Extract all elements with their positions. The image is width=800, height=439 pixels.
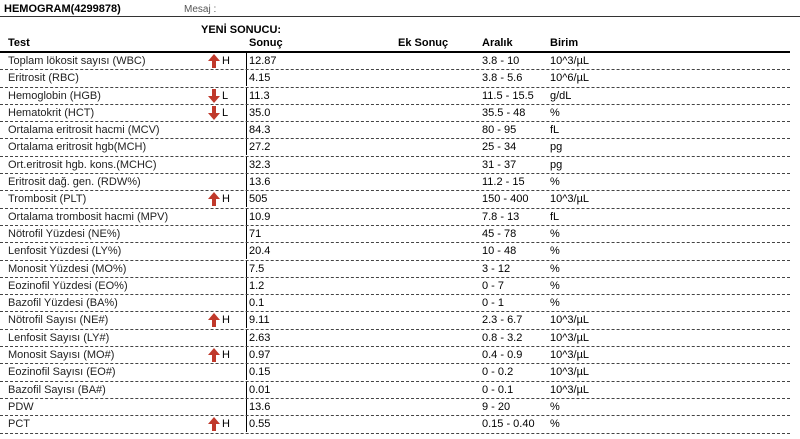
- result-value: 0.01: [249, 383, 271, 396]
- table-row: [0, 364, 790, 381]
- reference-range: 80 - 95: [482, 124, 517, 137]
- reference-range: 0.8 - 3.2: [482, 331, 523, 344]
- reference-range: 0.4 - 0.9: [482, 349, 523, 362]
- reference-range: 45 - 78: [482, 227, 517, 240]
- column-separator: [246, 70, 247, 86]
- test-name: Trombosit (PLT): [8, 193, 87, 206]
- flag-letter: H: [222, 314, 230, 327]
- column-separator: [246, 278, 247, 294]
- report-title: HEMOGRAM(4299878): [4, 3, 121, 15]
- result-value: 13.6: [249, 176, 271, 189]
- column-separator: [246, 105, 247, 121]
- test-name: Ortalama eritrosit hgb(MCH): [8, 141, 147, 154]
- table-row: [0, 243, 790, 260]
- table-row: [0, 278, 790, 295]
- flag-letter: L: [222, 106, 229, 119]
- unit: pg: [550, 158, 563, 171]
- table-row: [0, 174, 790, 191]
- column-separator: [246, 53, 247, 69]
- unit: 10^3/µL: [550, 383, 590, 396]
- unit: %: [550, 106, 560, 119]
- column-separator: [246, 191, 247, 207]
- reference-range: 9 - 20: [482, 400, 511, 413]
- result-value: 2.63: [249, 331, 271, 344]
- reference-range: 2.3 - 6.7: [482, 314, 523, 327]
- result-flag: [208, 417, 230, 431]
- test-name: Hematokrit (HCT): [8, 106, 95, 119]
- result-flag: [208, 313, 230, 327]
- unit: %: [550, 279, 560, 292]
- column-separator: [246, 261, 247, 277]
- reference-range: 3 - 12: [482, 262, 511, 275]
- reference-range: 0 - 0.1: [482, 383, 514, 396]
- column-header-ek-sonuc: Ek Sonuç: [398, 37, 449, 49]
- unit: %: [550, 400, 560, 413]
- table-row: [0, 347, 790, 364]
- table-row: [0, 261, 790, 278]
- yeni-sonucu-label: YENİ SONUCU:: [201, 24, 282, 36]
- result-flag: [208, 54, 230, 68]
- result-value: 505: [249, 193, 268, 206]
- reference-range: 0 - 1: [482, 297, 505, 310]
- unit: 10^3/µL: [550, 366, 590, 379]
- test-name: PCT: [8, 418, 30, 431]
- arrow-down-icon: [208, 106, 220, 120]
- unit: 10^6/µL: [550, 72, 590, 85]
- unit: 10^3/µL: [550, 55, 590, 67]
- flag-letter: H: [222, 55, 230, 67]
- reference-range: 7.8 - 13: [482, 210, 520, 223]
- unit: 10^3/µL: [550, 314, 590, 327]
- unit: %: [550, 297, 560, 310]
- column-separator: [246, 88, 247, 104]
- test-name: Ortalama trombosit hacmi (MPV): [8, 210, 169, 223]
- column-separator: [246, 382, 247, 398]
- result-value: 0.1: [249, 297, 265, 310]
- column-header-test: Test: [8, 37, 30, 49]
- result-value: 0.97: [249, 349, 271, 362]
- table-row: [0, 191, 790, 208]
- column-separator: [246, 209, 247, 225]
- table-row: [0, 382, 790, 399]
- test-name: Bazofil Sayısı (BA#): [8, 383, 106, 396]
- table-row: [0, 122, 790, 139]
- reference-range: 11.5 - 15.5: [482, 89, 534, 102]
- flag-letter: H: [222, 349, 230, 362]
- result-value: 32.3: [249, 158, 271, 171]
- reference-range: 25 - 34: [482, 141, 517, 154]
- test-name: Monosit Yüzdesi (MO%): [8, 262, 127, 275]
- result-value: 10.9: [249, 210, 271, 223]
- column-header-birim: Birim: [550, 37, 579, 49]
- test-name: Eritrosit (RBC): [8, 72, 79, 85]
- reference-range: 150 - 400: [482, 193, 529, 206]
- column-separator: [246, 157, 247, 173]
- result-value: 0.15: [249, 366, 271, 379]
- table-row: [0, 88, 790, 105]
- unit: 10^3/µL: [550, 349, 590, 362]
- column-separator: [246, 330, 247, 346]
- column-separator: [246, 139, 247, 155]
- test-name: Toplam lökosit sayısı (WBC): [8, 55, 146, 67]
- arrow-up-icon: [208, 192, 220, 206]
- column-separator: [246, 122, 247, 138]
- top-divider: [0, 16, 800, 17]
- column-separator: [246, 226, 247, 242]
- result-table: [0, 53, 790, 434]
- column-header-aralik: Aralık: [482, 37, 513, 49]
- result-value: 4.15: [249, 72, 271, 85]
- test-name: Eozinofil Sayısı (EO#): [8, 366, 116, 379]
- unit: 10^3/µL: [550, 193, 590, 206]
- column-separator: [246, 295, 247, 311]
- arrow-up-icon: [208, 313, 220, 327]
- result-flag: [208, 192, 230, 206]
- reference-range: 0 - 0.2: [482, 366, 514, 379]
- table-row: [0, 105, 790, 122]
- test-name: Eritrosit dağ. gen. (RDW%): [8, 176, 141, 189]
- test-name: Bazofil Yüzdesi (BA%): [8, 297, 118, 310]
- result-value: 84.3: [249, 124, 271, 137]
- result-value: 71: [249, 227, 262, 240]
- reference-range: 35.5 - 48: [482, 106, 526, 119]
- unit: pg: [550, 141, 563, 154]
- result-value: 7.5: [249, 262, 265, 275]
- result-value: 12.87: [249, 55, 277, 67]
- unit: %: [550, 176, 560, 189]
- table-row: [0, 53, 790, 70]
- result-value: 9.11: [249, 314, 270, 327]
- result-value: 20.4: [249, 245, 271, 258]
- result-flag: [208, 106, 228, 120]
- reference-range: 31 - 37: [482, 158, 517, 171]
- test-name: Ortalama eritrosit hacmi (MCV): [8, 124, 160, 137]
- arrow-up-icon: [208, 348, 220, 362]
- result-value: 35.0: [249, 106, 271, 119]
- result-value: 13.6: [249, 400, 271, 413]
- table-row: [0, 157, 790, 174]
- mesaj-label: Mesaj :: [184, 4, 217, 15]
- result-value: 1.2: [249, 279, 265, 292]
- reference-range: 0 - 7: [482, 279, 505, 292]
- column-separator: [246, 399, 247, 415]
- result-flag: [208, 89, 228, 103]
- reference-range: 3.8 - 5.6: [482, 72, 523, 85]
- column-separator: [246, 174, 247, 190]
- unit: %: [550, 245, 560, 258]
- table-row: [0, 70, 790, 87]
- table-row: [0, 209, 790, 226]
- test-name: Hemoglobin (HGB): [8, 89, 101, 102]
- test-name: Monosit Sayısı (MO#): [8, 349, 115, 362]
- test-name: PDW: [8, 400, 34, 413]
- column-separator: [246, 243, 247, 259]
- flag-letter: L: [222, 89, 229, 102]
- unit: %: [550, 418, 560, 431]
- table-row: [0, 312, 790, 329]
- flag-letter: H: [222, 193, 230, 206]
- test-name: Nötrofil Sayısı (NE#): [8, 314, 109, 327]
- result-flag: [208, 348, 230, 362]
- test-name: Lenfosit Sayısı (LY#): [8, 331, 110, 344]
- reference-range: 3.8 - 10: [482, 55, 520, 67]
- table-row: [0, 416, 790, 433]
- unit: %: [550, 262, 560, 275]
- arrow-up-icon: [208, 54, 220, 68]
- column-separator: [246, 416, 247, 432]
- reference-range: 0.15 - 0.40: [482, 418, 535, 431]
- column-separator: [246, 364, 247, 380]
- test-name: Eozinofil Yüzdesi (EO%): [8, 279, 128, 292]
- arrow-up-icon: [208, 417, 220, 431]
- result-value: 11.3: [249, 89, 270, 102]
- table-row: [0, 330, 790, 347]
- test-name: Nötrofil Yüzdesi (NE%): [8, 227, 121, 240]
- table-row: [0, 295, 790, 312]
- unit: 10^3/µL: [550, 331, 590, 344]
- unit: g/dL: [550, 89, 572, 102]
- table-row: [0, 139, 790, 156]
- result-value: 27.2: [249, 141, 271, 154]
- reference-range: 10 - 48: [482, 245, 517, 258]
- column-separator: [246, 347, 247, 363]
- test-name: Lenfosit Yüzdesi (LY%): [8, 245, 122, 258]
- table-row: [0, 399, 790, 416]
- table-row: [0, 226, 790, 243]
- flag-letter: H: [222, 418, 230, 431]
- unit: %: [550, 227, 560, 240]
- result-value: 0.55: [249, 418, 271, 431]
- column-separator: [246, 312, 247, 328]
- arrow-down-icon: [208, 89, 220, 103]
- unit: fL: [550, 210, 560, 223]
- test-name: Ort.eritrosit hgb. kons.(MCHC): [8, 158, 157, 171]
- reference-range: 11.2 - 15: [482, 176, 525, 189]
- unit: fL: [550, 124, 560, 137]
- column-header-sonuc: Sonuç: [249, 37, 283, 49]
